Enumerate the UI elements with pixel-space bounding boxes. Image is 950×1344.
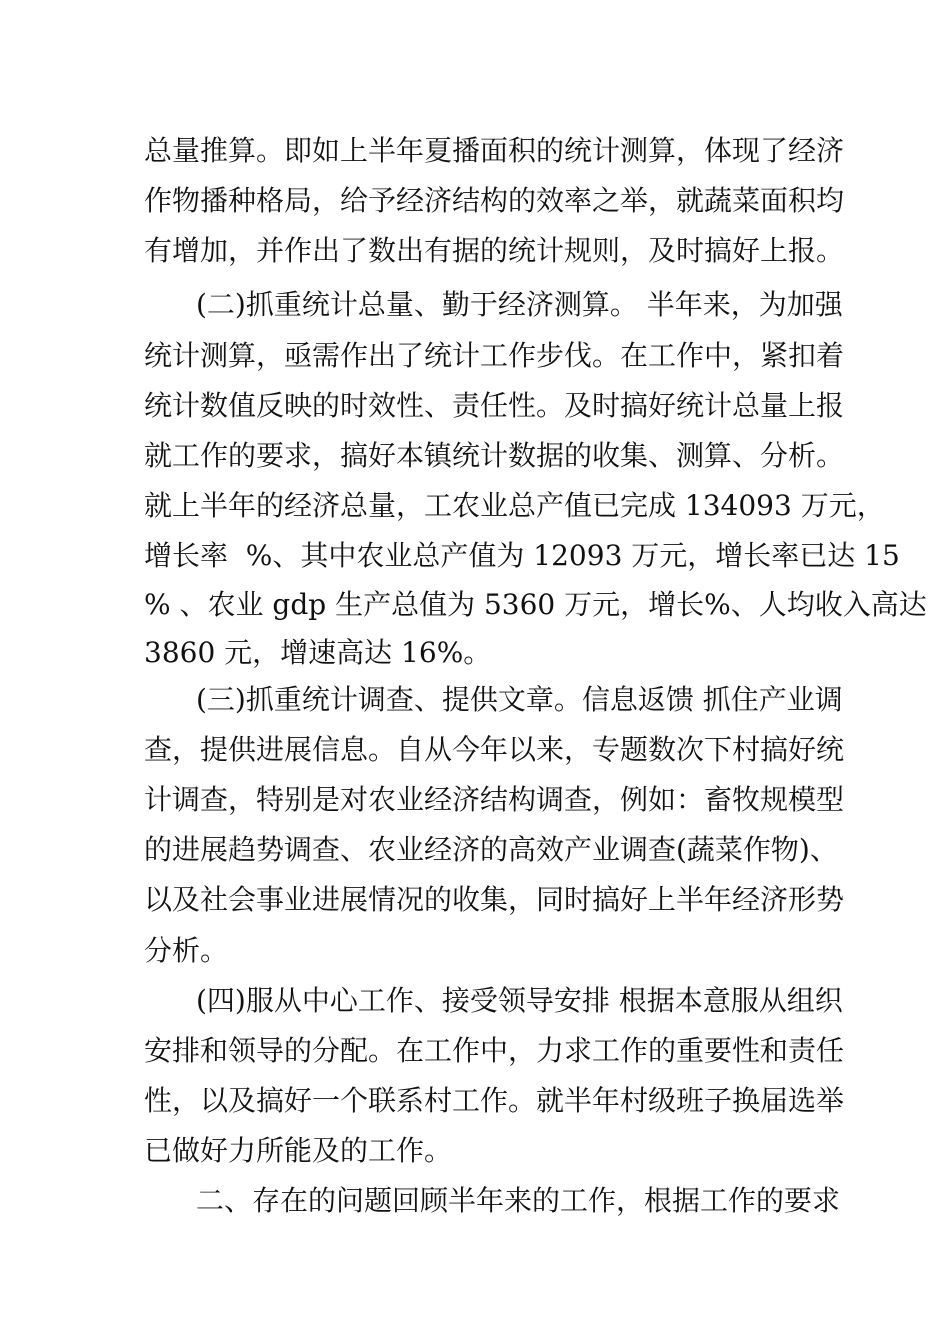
- text-line: 总量推算。即如上半年夏播面积的统计测算，体现了经济: [144, 134, 845, 167]
- text-line: 分析。: [144, 934, 229, 967]
- text-line: 有增加，并作出了数出有据的统计规则，及时搞好上报。: [144, 234, 845, 267]
- text-line: 统计测算，亟需作出了统计工作步伐。在工作中，紧扣着: [144, 339, 845, 372]
- text-line: 安排和领导的分配。在工作中，力求工作的重要性和责任: [144, 1034, 845, 1067]
- text-line: 3860 元，增速高达 16%。: [144, 636, 492, 669]
- text-line: 已做好力所能及的工作。: [144, 1134, 453, 1167]
- paragraph-heading-line: (四)服从中心工作、接受领导安排 根据本意服从组织: [196, 984, 843, 1017]
- section-heading-line: 二、存在的问题回顾半年来的工作，根据工作的要求: [196, 1184, 841, 1217]
- text-line: 以及社会事业进展情况的收集，同时搞好上半年经济形势: [144, 883, 845, 916]
- paragraph-heading-line: (二)抓重统计总量、勤于经济测算。 半年来，为加强: [196, 288, 843, 321]
- paragraph-heading-line: (三)抓重统计调查、提供文章。信息返馈 抓住产业调: [196, 683, 843, 716]
- text-line: 统计数值反映的时效性、责任性。及时搞好统计总量上报: [144, 389, 845, 422]
- text-line: 就上半年的经济总量，工农业总产值已完成 134093 万元，: [144, 489, 885, 522]
- text-line: 的进展趋势调查、农业经济的高效产业调查(蔬菜作物)、: [144, 833, 838, 866]
- text-line: % 、农业 gdp 生产总值为 5360 万元，增长%、人均收入高达: [144, 588, 927, 621]
- text-line: 增长率 %、其中农业总产值为 12093 万元，增长率已达 15: [144, 539, 900, 572]
- text-line: 查，提供进展信息。自从今年以来，专题数次下村搞好统: [144, 733, 845, 766]
- text-line: 就工作的要求，搞好本镇统计数据的收集、测算、分析。: [144, 439, 845, 472]
- text-line: 作物播种格局，给予经济结构的效率之举，就蔬菜面积均: [144, 184, 845, 217]
- text-line: 计调查，特别是对农业经济结构调查，例如：畜牧规模型: [144, 783, 845, 816]
- text-line: 性，以及搞好一个联系村工作。就半年村级班子换届选举: [144, 1084, 845, 1117]
